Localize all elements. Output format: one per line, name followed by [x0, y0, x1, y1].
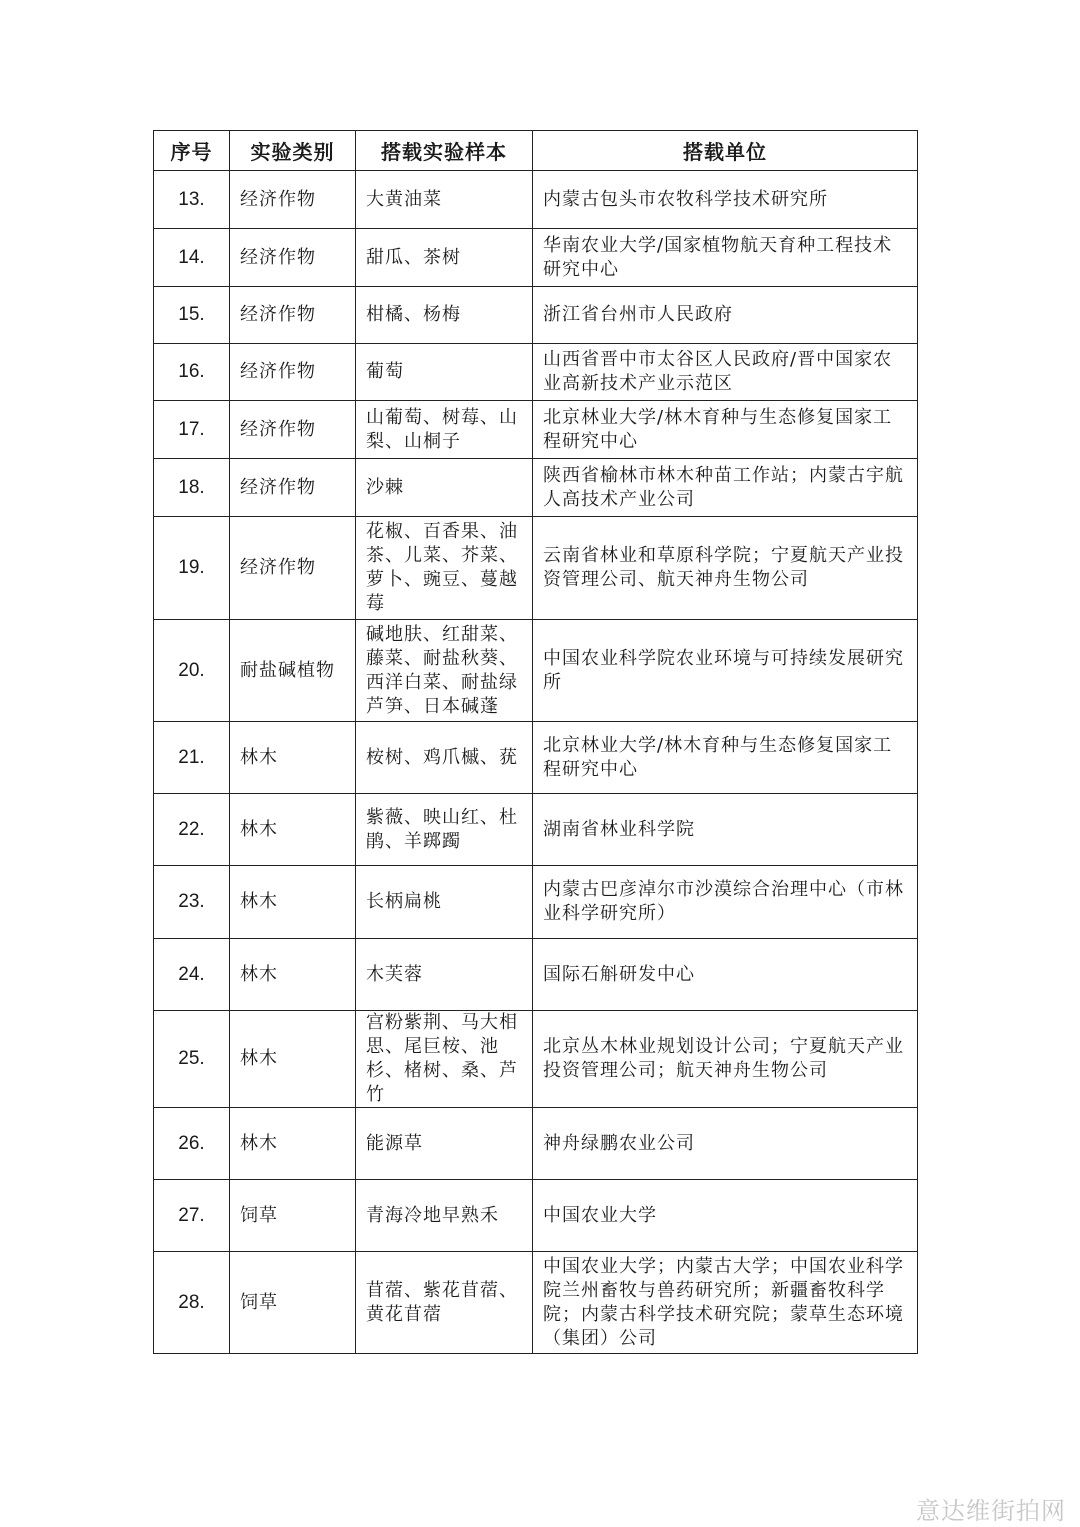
table-row: [154, 620, 918, 722]
table-row: [154, 287, 918, 344]
header-row: [154, 131, 918, 171]
table-row: [154, 401, 918, 459]
row-unit: 中国农业大学: [533, 1180, 918, 1252]
row-number: 22.: [154, 794, 230, 866]
row-category: 饲草: [230, 1252, 356, 1354]
row-sample: 能源草: [356, 1108, 533, 1180]
table-row: [154, 794, 918, 866]
row-sample: 山葡萄、树莓、山梨、山桐子: [356, 401, 533, 459]
row-unit: 浙江省台州市人民政府: [533, 287, 918, 344]
table-row: [154, 722, 918, 794]
row-category: 经济作物: [230, 459, 356, 517]
row-sample: 柑橘、杨梅: [356, 287, 533, 344]
row-number: 21.: [154, 722, 230, 794]
row-unit: 北京丛木林业规划设计公司；宁夏航天产业投资管理公司；航天神舟生物公司: [533, 1011, 918, 1108]
watermark: 意达维街拍网: [916, 1497, 1066, 1525]
row-sample: 甜瓜、茶树: [356, 229, 533, 287]
row-unit: 中国农业大学；内蒙古大学；中国农业科学院兰州畜牧与兽药研究所；新疆畜牧科学院；内蒙古科学技术研究院；蒙草生态环境（集团）公司: [533, 1252, 918, 1354]
row-sample: 紫薇、映山红、杜鹃、羊踯躅: [356, 794, 533, 866]
row-unit: 中国农业科学院农业环境与可持续发展研究所: [533, 620, 918, 722]
header-sample: 搭载实验样本: [356, 131, 533, 171]
header-num: 序号: [154, 131, 230, 171]
table-row: [154, 229, 918, 287]
row-number: 16.: [154, 344, 230, 401]
table-row: [154, 344, 918, 401]
row-unit: 云南省林业和草原科学院；宁夏航天产业投资管理公司、航天神舟生物公司: [533, 517, 918, 620]
row-number: 26.: [154, 1108, 230, 1180]
row-sample: 桉树、鸡爪槭、莸: [356, 722, 533, 794]
row-number: 24.: [154, 939, 230, 1011]
row-sample: 苜蓿、紫花苜蓿、黄花苜蓿: [356, 1252, 533, 1354]
row-category: 经济作物: [230, 171, 356, 229]
row-category: 饲草: [230, 1180, 356, 1252]
row-sample: 木芙蓉: [356, 939, 533, 1011]
table-row: [154, 1011, 918, 1108]
table-row: [154, 1108, 918, 1180]
row-sample: 宫粉紫荆、马大相思、尾巨桉、池杉、楮树、桑、芦竹: [356, 1011, 533, 1108]
row-unit: 北京林业大学/林木育种与生态修复国家工程研究中心: [533, 401, 918, 459]
row-category: 经济作物: [230, 401, 356, 459]
row-number: 15.: [154, 287, 230, 344]
table-row: [154, 1180, 918, 1252]
row-category: 林木: [230, 1108, 356, 1180]
table-row: [154, 171, 918, 229]
row-category: 经济作物: [230, 287, 356, 344]
row-category: 林木: [230, 866, 356, 939]
row-category: 林木: [230, 794, 356, 866]
row-number: 19.: [154, 517, 230, 620]
row-number: 14.: [154, 229, 230, 287]
row-sample: 沙棘: [356, 459, 533, 517]
row-sample: 大黄油菜: [356, 171, 533, 229]
row-sample: 青海冷地早熟禾: [356, 1180, 533, 1252]
table-row: [154, 459, 918, 517]
row-unit: 华南农业大学/国家植物航天育种工程技术研究中心: [533, 229, 918, 287]
row-number: 13.: [154, 171, 230, 229]
row-category: 林木: [230, 939, 356, 1011]
row-number: 27.: [154, 1180, 230, 1252]
row-unit: 国际石斛研发中心: [533, 939, 918, 1011]
header-category: 实验类别: [230, 131, 356, 171]
row-category: 林木: [230, 1011, 356, 1108]
table-row: [154, 866, 918, 939]
row-unit: 湖南省林业科学院: [533, 794, 918, 866]
data-table: [153, 130, 918, 1354]
row-category: 耐盐碱植物: [230, 620, 356, 722]
row-category: 经济作物: [230, 344, 356, 401]
row-number: 25.: [154, 1011, 230, 1108]
row-sample: 长柄扁桃: [356, 866, 533, 939]
row-unit: 内蒙古巴彦淖尔市沙漠综合治理中心（市林业科学研究所）: [533, 866, 918, 939]
row-unit: 内蒙古包头市农牧科学技术研究所: [533, 171, 918, 229]
row-category: 经济作物: [230, 229, 356, 287]
table-row: [154, 939, 918, 1011]
row-sample: 花椒、百香果、油茶、儿菜、芥菜、萝卜、豌豆、蔓越莓: [356, 517, 533, 620]
row-number: 20.: [154, 620, 230, 722]
row-number: 28.: [154, 1252, 230, 1354]
table-row: [154, 517, 918, 620]
table-row: [154, 1252, 918, 1354]
row-unit: 山西省晋中市太谷区人民政府/晋中国家农业高新技术产业示范区: [533, 344, 918, 401]
row-unit: 北京林业大学/林木育种与生态修复国家工程研究中心: [533, 722, 918, 794]
row-number: 18.: [154, 459, 230, 517]
row-sample: 葡萄: [356, 344, 533, 401]
header-unit: 搭载单位: [533, 131, 918, 171]
row-unit: 神舟绿鹏农业公司: [533, 1108, 918, 1180]
row-number: 17.: [154, 401, 230, 459]
row-unit: 陕西省榆林市林木种苗工作站；内蒙古宇航人高技术产业公司: [533, 459, 918, 517]
row-category: 林木: [230, 722, 356, 794]
row-sample: 碱地肤、红甜菜、藤菜、耐盐秋葵、西洋白菜、耐盐绿芦笋、日本碱蓬: [356, 620, 533, 722]
row-category: 经济作物: [230, 517, 356, 620]
row-number: 23.: [154, 866, 230, 939]
